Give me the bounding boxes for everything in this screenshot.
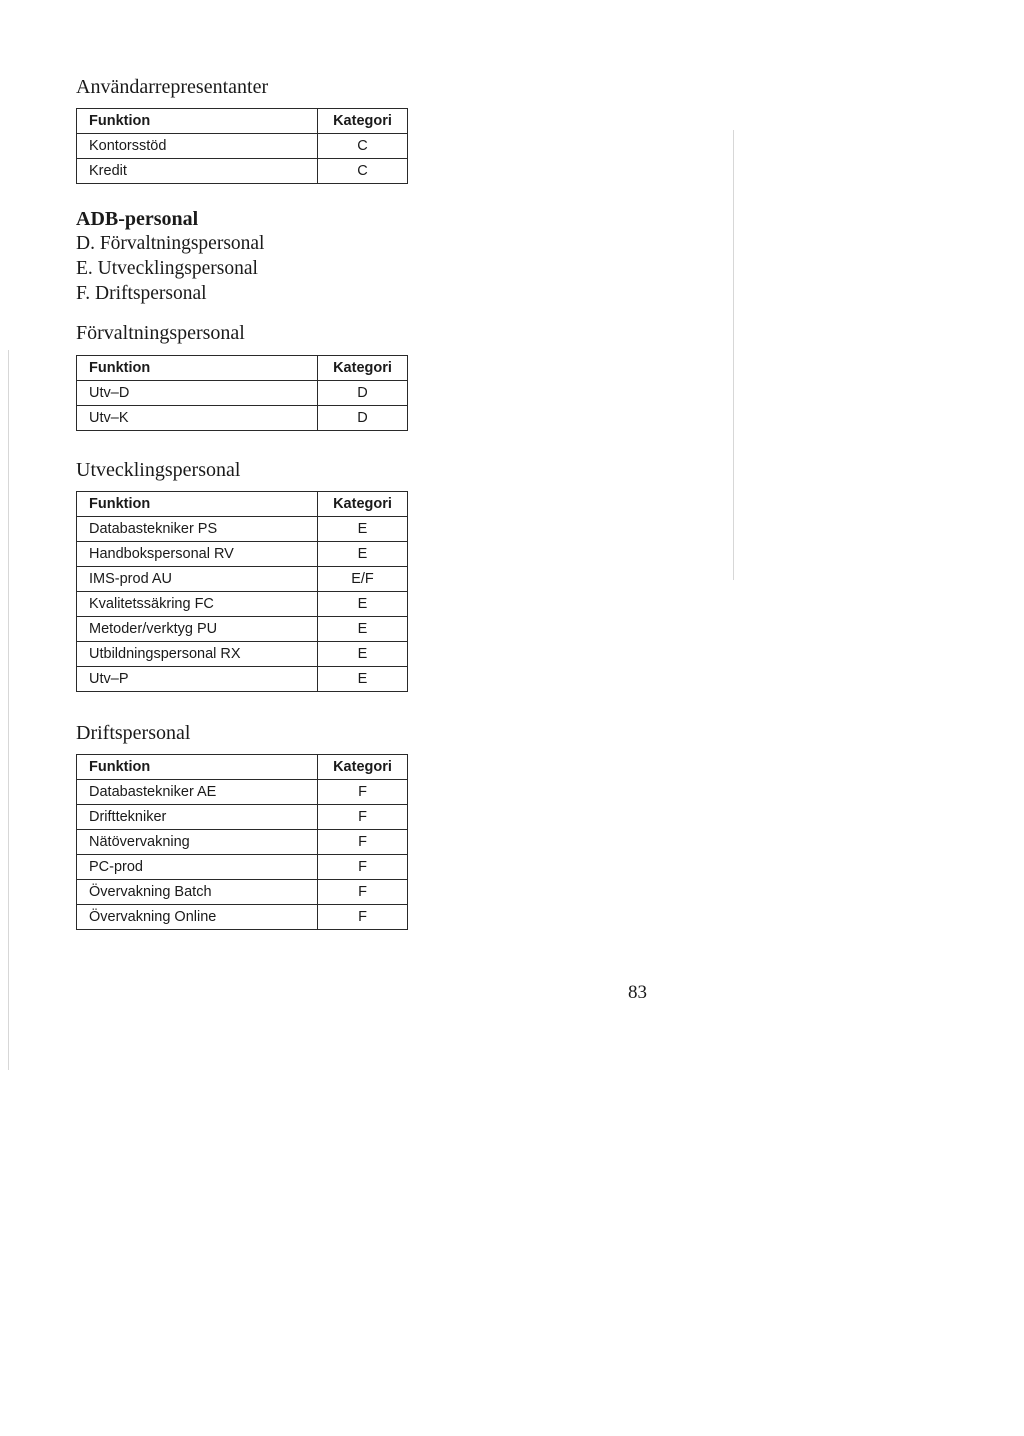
column-header-kategori: Kategori: [318, 356, 408, 381]
section-title-anvandarrepresentanter: Användarrepresentanter: [76, 76, 269, 98]
cell-funktion: Övervakning Online: [77, 905, 318, 930]
table-header-row: [77, 356, 408, 381]
table-driftspersonal: [76, 754, 408, 930]
cell-kategori: D: [318, 381, 408, 406]
section-title-forvaltningspersonal: Förvaltningspersonal: [76, 322, 245, 344]
cell-kategori: F: [318, 905, 408, 930]
cell-kategori: F: [318, 780, 408, 805]
cell-kategori: E: [318, 592, 408, 617]
cell-kategori: C: [318, 159, 408, 184]
cell-kategori: F: [318, 855, 408, 880]
cell-kategori: C: [318, 134, 408, 159]
table-row: [77, 780, 408, 805]
table-forvaltningspersonal: [76, 355, 408, 431]
table-row: [77, 667, 408, 692]
table-row: [77, 830, 408, 855]
cell-funktion: Utv–D: [77, 381, 318, 406]
column-header-funktion: Funktion: [77, 356, 318, 381]
cell-kategori: E: [318, 542, 408, 567]
cell-kategori: F: [318, 880, 408, 905]
section-title-utvecklingspersonal: Utvecklingspersonal: [76, 459, 241, 481]
column-header-funktion: Funktion: [77, 492, 318, 517]
cell-kategori: D: [318, 406, 408, 431]
page-number: 83: [628, 982, 647, 1003]
cell-funktion: Kredit: [77, 159, 318, 184]
table-header-row: [77, 492, 408, 517]
cell-funktion: Nätövervakning: [77, 830, 318, 855]
cell-funktion: Kontorsstöd: [77, 134, 318, 159]
column-header-funktion: Funktion: [77, 109, 318, 134]
column-header-kategori: Kategori: [318, 492, 408, 517]
cell-kategori: E: [318, 667, 408, 692]
cell-funktion: Metoder/verktyg PU: [77, 617, 318, 642]
cell-funktion: Utv–K: [77, 406, 318, 431]
cell-kategori: E: [318, 642, 408, 667]
adb-list-item: D. Förvaltningspersonal: [76, 233, 265, 254]
table-utvecklingspersonal: [76, 491, 408, 692]
cell-funktion: Drifttekniker: [77, 805, 318, 830]
table-header-row: [77, 755, 408, 780]
table-row: [77, 542, 408, 567]
cell-funktion: Utbildningspersonal RX: [77, 642, 318, 667]
adb-list-item: E. Utvecklingspersonal: [76, 258, 258, 279]
table-row: [77, 517, 408, 542]
cell-kategori: F: [318, 805, 408, 830]
cell-funktion: Utv–P: [77, 667, 318, 692]
table-row: [77, 381, 408, 406]
table-row: [77, 592, 408, 617]
table-row: [77, 805, 408, 830]
column-header-funktion: Funktion: [77, 755, 318, 780]
table-row: [77, 642, 408, 667]
section-title-adb-personal: ADB-personal: [76, 208, 199, 230]
table-header-row: [77, 109, 408, 134]
cell-kategori: E/F: [318, 567, 408, 592]
cell-kategori: F: [318, 830, 408, 855]
table-row: [77, 617, 408, 642]
table-anvandarrepresentanter: [76, 108, 408, 184]
cell-funktion: Övervakning Batch: [77, 880, 318, 905]
scan-edge-line-left: [8, 350, 9, 1070]
table-row: [77, 134, 408, 159]
cell-kategori: E: [318, 517, 408, 542]
table-row: [77, 159, 408, 184]
table-row: [77, 567, 408, 592]
cell-funktion: Databastekniker AE: [77, 780, 318, 805]
section-title-driftspersonal: Driftspersonal: [76, 722, 191, 744]
column-header-kategori: Kategori: [318, 109, 408, 134]
column-header-kategori: Kategori: [318, 755, 408, 780]
cell-funktion: Handbokspersonal RV: [77, 542, 318, 567]
table-row: [77, 406, 408, 431]
table-row: [77, 880, 408, 905]
cell-funktion: IMS-prod AU: [77, 567, 318, 592]
adb-list-item: F. Driftspersonal: [76, 283, 207, 304]
cell-funktion: PC-prod: [77, 855, 318, 880]
cell-funktion: Kvalitetssäkring FC: [77, 592, 318, 617]
cell-kategori: E: [318, 617, 408, 642]
table-row: [77, 855, 408, 880]
table-row: [77, 905, 408, 930]
cell-funktion: Databastekniker PS: [77, 517, 318, 542]
scan-edge-line-right: [733, 130, 734, 580]
